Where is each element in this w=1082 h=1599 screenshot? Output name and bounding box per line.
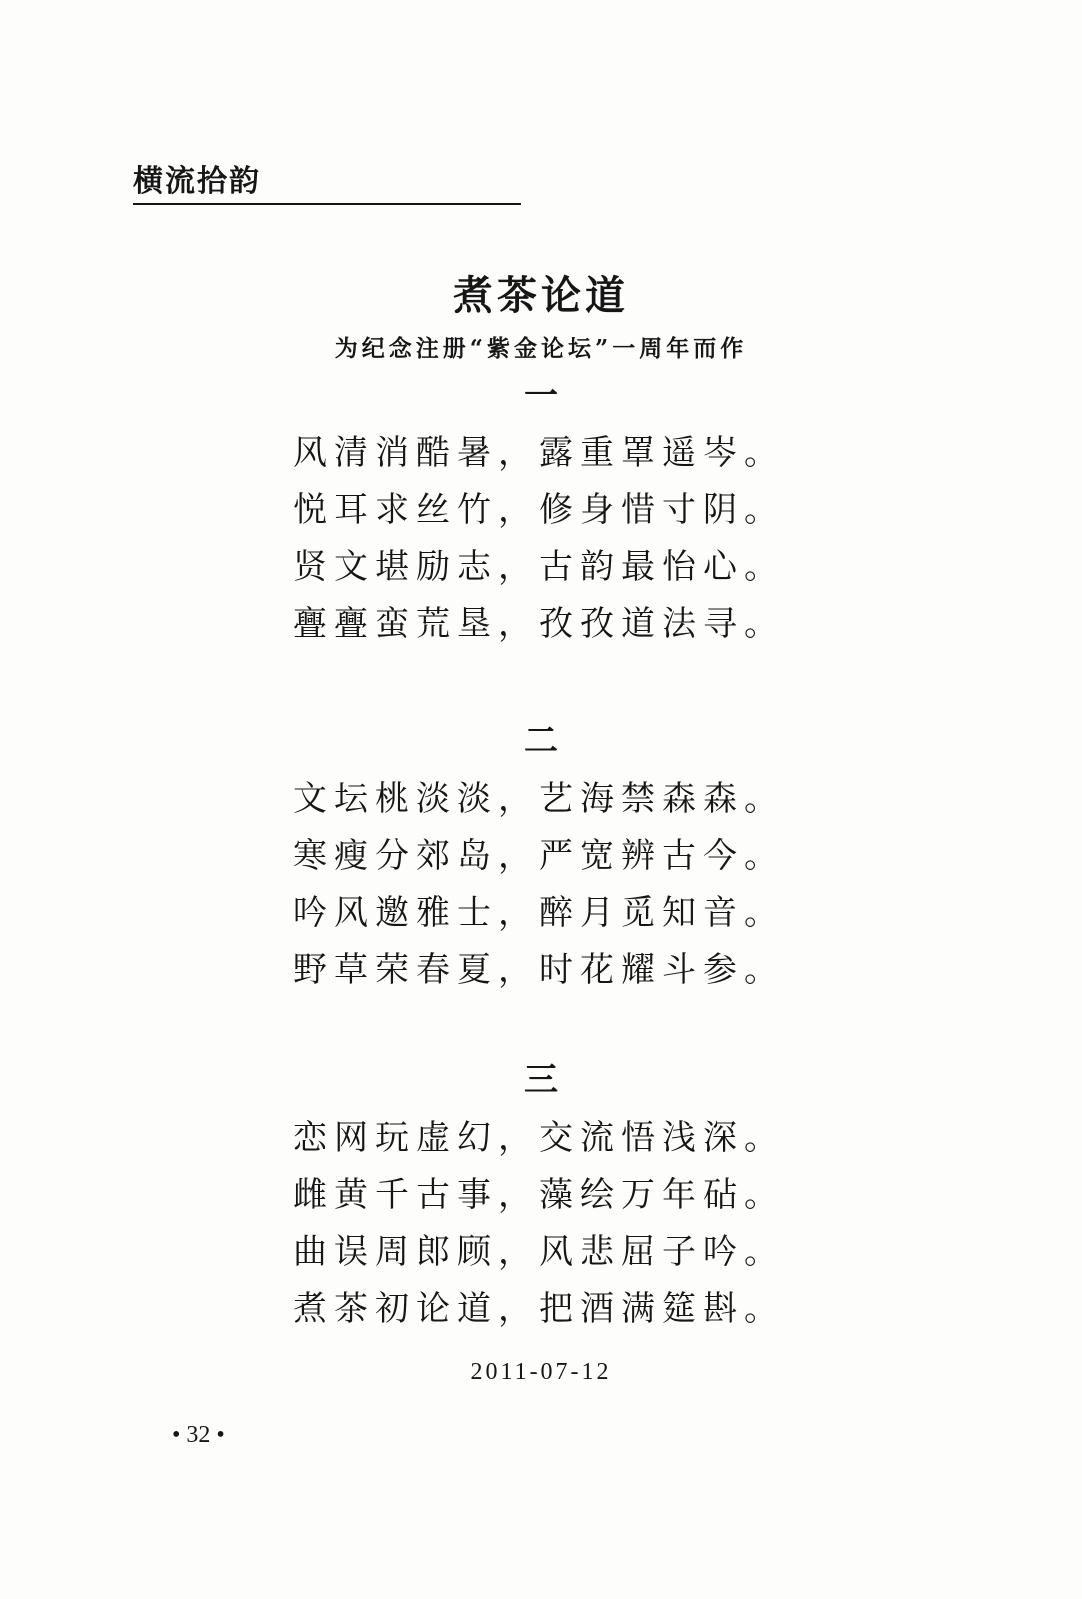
poem-line: 曲误周郎顾，风悲屈子吟。 [293,1232,785,1272]
stanza-1 [293,425,853,653]
page-number: • 32 • [172,1422,225,1448]
poem-line: 悦耳求丝竹，修身惜寸阴。 [293,490,785,530]
running-head: 横流拾韵 [133,164,261,199]
section-number-2: 二 [524,721,558,761]
section-number-1: 一 [524,376,558,416]
poem-line: 恋网玩虚幻，交流悟浅深。 [293,1118,785,1158]
header-rule [133,203,521,205]
poem-line: 野草荣春夏，时花耀斗参。 [293,950,785,990]
section-number-3: 三 [524,1060,558,1100]
stanza-2 [293,771,853,999]
poem-line: 风清消酷暑，露重罩遥岑。 [293,433,785,473]
poem-title: 煮茶论道 [453,272,629,319]
poem-line: 文坛桃淡淡，艺海禁森森。 [293,779,785,819]
poem-line: 寒瘦分郊岛，严宽辨古今。 [293,836,785,876]
poem-date: 2011-07-12 [470,1359,612,1385]
poem-line: 贤文堪励志，古韵最怡心。 [293,547,785,587]
poem-line: 亹亹蛮荒垦，孜孜道法寻。 [293,604,785,644]
poem-line: 煮茶初论道，把酒满筵斟。 [293,1289,785,1329]
poem-line: 雌黄千古事，藻绘万年砧。 [293,1175,785,1215]
stanza-3 [293,1110,853,1338]
poem-subtitle: 为纪念注册“紫金论坛”一周年而作 [334,335,748,362]
poem-line: 吟风邀雅士，醉月觅知音。 [293,893,785,933]
